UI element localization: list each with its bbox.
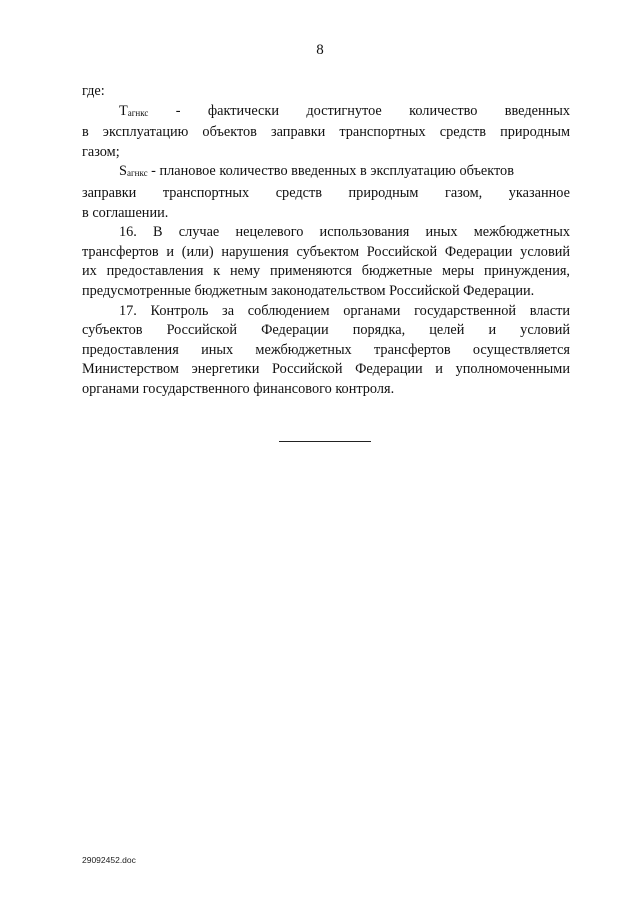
- end-divider-line: [279, 441, 371, 442]
- s-variable: Sагнкс: [119, 163, 148, 180]
- s-definition-word: указанное: [508, 184, 570, 201]
- paragraph-17-line: предоставления иных межбюджетных трансфертов осуществляется: [82, 341, 570, 358]
- paragraph-16-line: трансфертов и (или) нарушения субъектом Российской Федерации условий: [82, 243, 570, 260]
- s-definition-word: заправки: [82, 184, 137, 201]
- t-definition-word: достигнутое: [306, 102, 382, 119]
- t-definition-word: количество: [409, 102, 478, 119]
- t-definition-line-3: газом;: [82, 143, 120, 160]
- t-variable: Tагнкс: [119, 102, 149, 119]
- s-definition-word: транспортных: [162, 184, 250, 201]
- s-definition-text: - плановое количество введенных в эксплуатацию объектов: [147, 163, 514, 180]
- document-body: [82, 82, 570, 400]
- t-definition-word: фактически: [207, 102, 279, 119]
- footer-document-code: 29092452.doc: [82, 855, 136, 865]
- s-definition-word: природным: [348, 184, 419, 201]
- paragraph-16-line: их предоставления к нему применяются бюджетные меры принуждения,: [82, 263, 570, 280]
- t-definition-line-1: [82, 102, 570, 124]
- page-number: 8: [316, 42, 324, 58]
- paragraph-17-line: субъектов Российской Федерации порядка, целей и условий: [82, 322, 570, 339]
- where-label: где:: [82, 83, 105, 99]
- s-definition-word: средств: [275, 184, 322, 201]
- paragraph-17-line: 17. Контроль за соблюдением органами государственной власти: [119, 302, 570, 319]
- paragraph-17-line: Министерством энергетики Российской Федерации и уполномоченными: [82, 361, 570, 378]
- s-definition-line-1: [82, 162, 570, 184]
- paragraph-16-line: предусмотренные бюджетным законодательством Российской Федерации.: [82, 282, 535, 299]
- s-definition-word: газом,: [444, 184, 483, 201]
- t-definition-word: введенных: [504, 102, 571, 119]
- t-definition-word: -: [175, 102, 181, 119]
- paragraph-17-line: органами государственного финансового контроля.: [82, 380, 395, 397]
- paragraph-16-line: 16. В случае нецелевого использования иных межбюджетных: [119, 224, 570, 241]
- t-definition-line-2: в эксплуатацию объектов заправки транспортных средств природным: [82, 124, 570, 141]
- s-definition-line-3: в соглашении.: [82, 204, 169, 221]
- s-definition-line-2: [82, 184, 570, 204]
